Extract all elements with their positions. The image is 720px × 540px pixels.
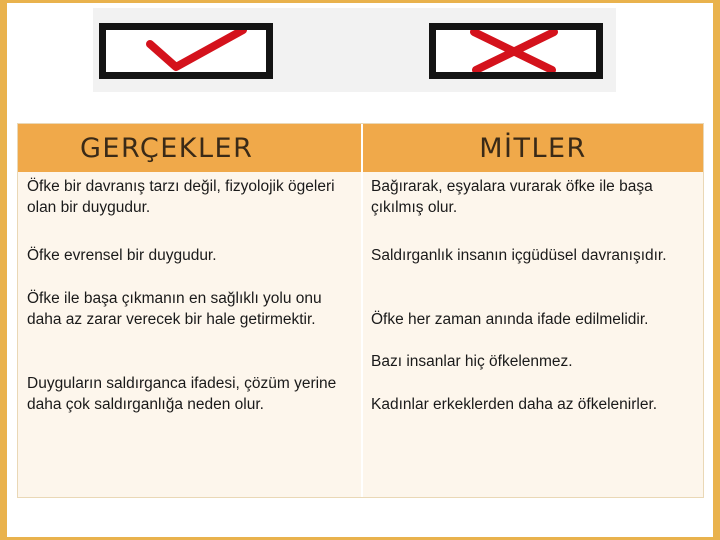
fact-item: Öfke ile başa çıkmanın en sağlıklı yolu onu daha az zarar verecek bir hale getirmektir. xyxy=(27,290,322,328)
fact-item: Öfke bir davranış tarzı değil, fizyolojik ögeleri olan bir duygudur. xyxy=(27,178,335,216)
myths-header: MİTLER xyxy=(363,124,703,172)
myth-item: Bazı insanlar hiç öfkelenmez. xyxy=(371,353,573,370)
incorrect-box xyxy=(429,23,603,79)
check-mark-icon xyxy=(106,30,266,72)
myth-item: Kadınlar erkeklerden daha az öfkelenirler. xyxy=(371,396,658,413)
facts-header: GERÇEKLER xyxy=(18,124,361,172)
icon-strip xyxy=(93,8,616,92)
fact-item: Öfke evrensel bir duygudur. xyxy=(27,247,217,264)
myth-item: Bağırarak, eşyalara vurarak öfke ile başa çıkılmış olur. xyxy=(371,178,653,216)
myth-item: Öfke her zaman anında ifade edilmelidir. xyxy=(371,311,649,328)
fact-item: Duyguların saldırganca ifadesi, çözüm yerine daha çok saldırganlığa neden olur. xyxy=(27,375,337,413)
myth-item: Saldırganlık insanın içgüdüsel davranışıdır. xyxy=(371,247,667,264)
correct-box xyxy=(99,23,273,79)
facts-myths-table xyxy=(17,123,704,498)
cross-mark-icon xyxy=(436,30,596,72)
column-divider xyxy=(361,124,363,497)
